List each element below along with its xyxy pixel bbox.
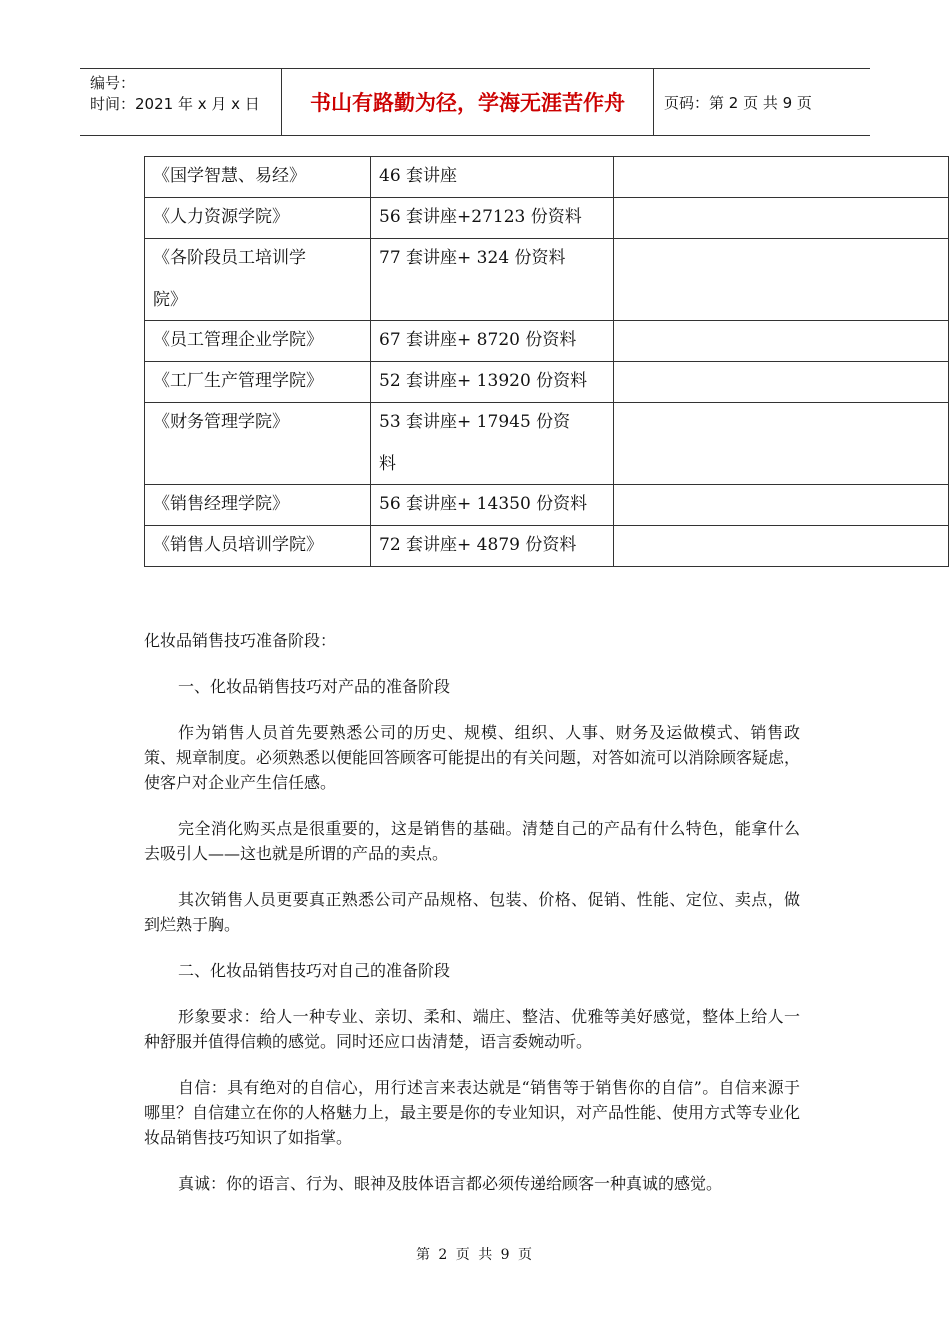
table-row: [145, 362, 949, 403]
table-row: [145, 485, 949, 526]
table-cell-note: [614, 157, 949, 198]
paragraph: 其次销售人员更要真正熟悉公司产品规格、包装、价格、促销、性能、定位、卖点，做到烂熟于胸。: [144, 890, 800, 934]
table-cell-name-line: 《各阶段员工培训学: [153, 248, 306, 268]
table-row: [145, 198, 949, 239]
table-cell-name: 《销售人员培训学院》: [145, 526, 371, 567]
table-cell-note: [614, 526, 949, 567]
page-header: [80, 68, 870, 136]
paragraph: 真诚：你的语言、行为、眼神及肢体语言都必须传递给顾客一种真诚的感觉。: [178, 1174, 723, 1193]
table-cell-note: [614, 485, 949, 526]
paragraph: 自信：具有绝对的自信心，用行述言来表达就是“销售等于销售你的自信”。自信来源于哪里？自信建立在你的人格魅力上，最主要是你的专业知识，对产品性能、使用方式等专业化妆品销售技巧知识了如指掌。: [144, 1078, 801, 1147]
table-cell-note: [614, 403, 949, 485]
section-heading: 二、化妆品销售技巧对自己的准备阶段: [178, 961, 451, 980]
section-intro: 化妆品销售技巧准备阶段：: [144, 631, 337, 650]
table-cell-name-line: 院》: [153, 290, 187, 310]
table-cell-name: 《销售经理学院》: [145, 485, 371, 526]
table-cell-count: 67 套讲座+ 8720 份资料: [371, 321, 614, 362]
page-footer: 第 2 页 共 9 页: [415, 1247, 535, 1263]
table-cell-count: 46 套讲座: [371, 157, 614, 198]
table-cell-count: 77 套讲座+ 324 份资料: [371, 239, 614, 321]
table-row: [145, 526, 949, 567]
table-cell-note: [614, 198, 949, 239]
article-body: [144, 628, 800, 1217]
section-heading: 一、化妆品销售技巧对产品的准备阶段: [178, 677, 451, 696]
table-cell-name: 《人力资源学院》: [145, 198, 371, 239]
table-cell-name: [145, 239, 371, 321]
table-cell-count: 56 套讲座+ 14350 份资料: [371, 485, 614, 526]
table-cell-note: [614, 239, 949, 321]
header-meta: [80, 69, 282, 135]
table-cell-count: 52 套讲座+ 13920 份资料: [371, 362, 614, 403]
table-cell-count-line: 53 套讲座+ 17945 份资: [379, 412, 571, 432]
table-row: [145, 239, 949, 321]
table-cell-name: 《财务管理学院》: [145, 403, 371, 485]
table-cell-count-line: 料: [379, 454, 396, 474]
date-label: 时间：2021 年 x 月 x 日: [90, 95, 260, 113]
table-cell-note: [614, 362, 949, 403]
table-cell-count: [371, 403, 614, 485]
table-row: [145, 157, 949, 198]
header-page-info: 页码：第 2 页 共 9 页: [664, 93, 812, 112]
header-motto: 书山有路勤为径，学海无涯苦作舟: [282, 69, 654, 135]
table-cell-count: 72 套讲座+ 4879 份资料: [371, 526, 614, 567]
table-row: [145, 403, 949, 485]
table-row: [145, 321, 949, 362]
table-cell-count: 56 套讲座+27123 份资料: [371, 198, 614, 239]
table-cell-name: 《工厂生产管理学院》: [145, 362, 371, 403]
paragraph: 完全消化购买点是很重要的，这是销售的基础。清楚自己的产品有什么特色，能拿什么去吸引人——这也就是所谓的产品的卖点。: [144, 819, 800, 863]
number-label: 编号：: [90, 74, 136, 92]
table-cell-name: 《员工管理企业学院》: [145, 321, 371, 362]
table-cell-name: 《国学智慧、易经》: [145, 157, 371, 198]
table-cell-note: [614, 321, 949, 362]
resource-table: [144, 156, 949, 567]
paragraph: 形象要求：给人一种专业、亲切、柔和、端庄、整洁、优雅等美好感觉，整体上给人一种舒服并值得信赖的感觉。同时还应口齿清楚，语言委婉动听。: [144, 1007, 800, 1051]
paragraph: 作为销售人员首先要熟悉公司的历史、规模、组织、人事、财务及运做模式、销售政策、规章制度。必须熟悉以便能回答顾客可能提出的有关问题，对答如流可以消除顾客疑虑，使客户对企业产生信任感。: [144, 723, 801, 792]
